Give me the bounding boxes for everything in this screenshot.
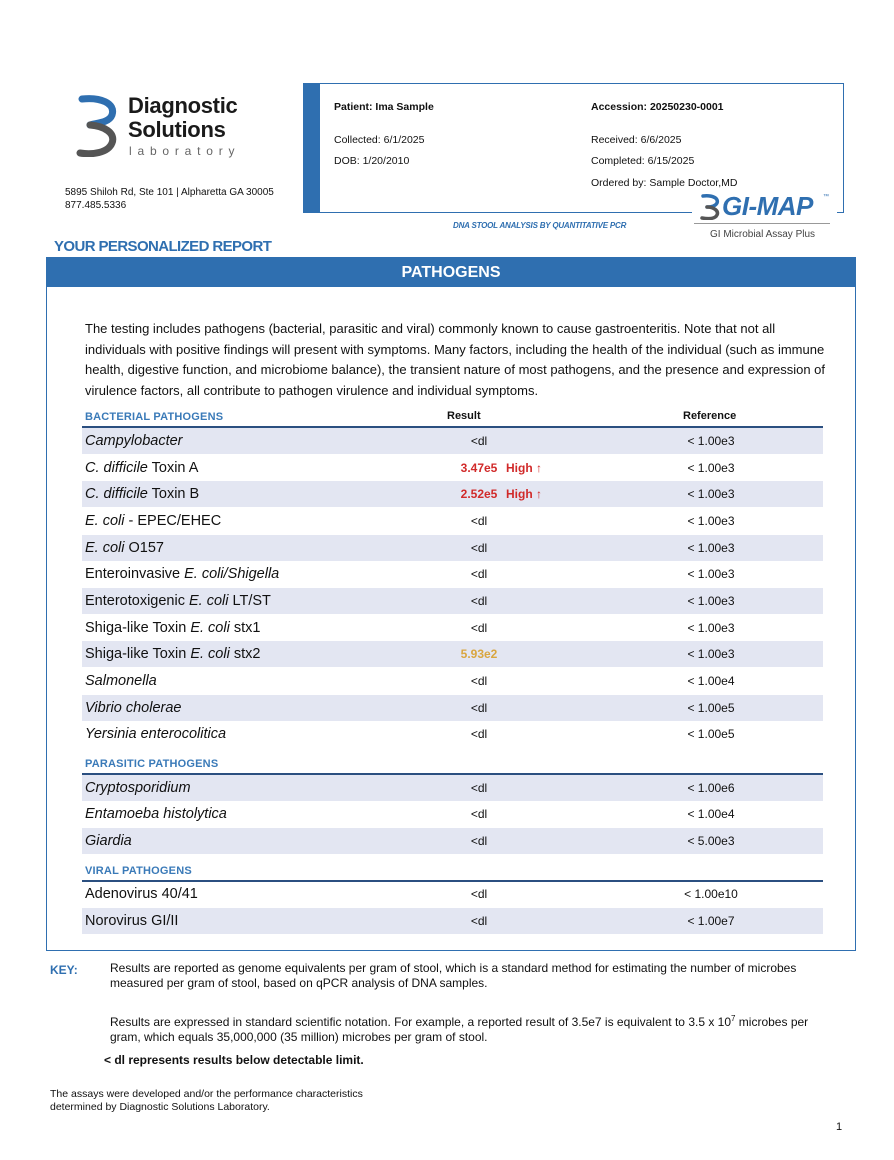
- panel-intro: The testing includes pathogens (bacterial, parasitic and viral) commonly known to cause gastroenteritis. Note that not all individuals with positive findings will present with symptoms. Many factors, including the health of the individual (such as immune health, digestive function, and microbiome balance), the transient nature of most pathogens, and the presence and expression of virulence factors, all contribute to pathogen virulence and individual symptoms.: [85, 321, 826, 398]
- reference-value: < 1.00e3: [687, 567, 735, 581]
- logo-name-line3: laboratory: [129, 144, 241, 158]
- lab-address: [65, 186, 274, 212]
- reference-value: < 1.00e7: [687, 914, 735, 928]
- key-paragraph-2: [110, 1011, 830, 1045]
- reference-value: < 1.00e3: [687, 621, 735, 635]
- dob: DOB: 1/20/2010: [334, 155, 410, 167]
- footer-line: The assays were developed and/or the performance characteristics: [50, 1088, 363, 1100]
- table-row: [82, 881, 823, 907]
- table-row: [82, 428, 823, 454]
- pathogen-genus: E. coli: [190, 620, 230, 636]
- gimap-divider: [694, 223, 830, 224]
- gimap-swirl-icon: [700, 194, 722, 220]
- pathogen-name: Cryptosporidium: [85, 780, 191, 796]
- table-row: [82, 908, 823, 934]
- high-flag: High ↑: [506, 487, 542, 501]
- logo-name-line2: Solutions: [128, 117, 226, 142]
- key-paragraph-2-start: Results are expressed in standard scientific notation. For example, a reported result of 3.5e7 is equivalent to 3.5 x 10: [110, 1015, 732, 1029]
- accession-number: Accession: 20250230-0001: [591, 101, 724, 113]
- reference-value: < 1.00e3: [687, 541, 735, 555]
- pathogen-genus: C. difficile: [85, 460, 148, 476]
- pathogen-name: E. coli O157: [85, 540, 164, 556]
- pathogen-name: Entamoeba histolytica: [85, 806, 227, 822]
- table-row: [82, 775, 823, 801]
- page-number: 1: [836, 1121, 843, 1133]
- pathogen-genus: E. coli/Shigella: [184, 566, 280, 582]
- pathogen-name: Campylobacter: [85, 433, 183, 449]
- pathogen-genus: E. coli: [85, 513, 125, 529]
- reference-value: < 1.00e3: [687, 461, 735, 475]
- result-value: <dl: [470, 621, 488, 635]
- reference-value: < 1.00e3: [687, 514, 735, 528]
- key-paragraph-1: Results are reported as genome equivalents per gram of stool, which is a standard method for estimating the number of microbes measured per gram of stool, based on qPCR analysis of DNA samples.: [110, 961, 797, 990]
- table-row: [82, 801, 823, 827]
- reference-value: < 1.00e3: [687, 487, 735, 501]
- result-value: <dl: [470, 807, 488, 821]
- table-row: [82, 455, 823, 481]
- pathogen-name: C. difficile Toxin A: [85, 460, 199, 476]
- result-value: <dl: [470, 834, 488, 848]
- phone-line: 877.485.5336: [65, 200, 127, 211]
- result-value: <dl: [470, 701, 488, 715]
- reference-value: < 1.00e4: [687, 674, 735, 688]
- table-row: [82, 561, 823, 587]
- high-flag: High ↑: [506, 461, 542, 475]
- table-row: [82, 535, 823, 561]
- pathogen-name: E. coli - EPEC/EHEC: [85, 513, 222, 529]
- reference-value: < 1.00e10: [684, 887, 738, 901]
- table-row: [82, 828, 823, 854]
- result-value: <dl: [470, 781, 488, 795]
- logo-name-line1: Diagnostic: [128, 93, 238, 118]
- result-value: <dl: [470, 567, 488, 581]
- key-label: KEY:: [50, 963, 78, 977]
- received-date: Received: 6/6/2025: [591, 134, 682, 146]
- result-value: <dl: [470, 887, 488, 901]
- gimap-subtitle: GI Microbial Assay Plus: [710, 229, 816, 240]
- pathogen-name: Adenovirus 40/41: [85, 886, 198, 902]
- table-row: [82, 641, 823, 667]
- pathogen-name: Shiga-like Toxin E. coli stx2: [85, 646, 261, 662]
- pathogen-genus: E. coli: [190, 646, 230, 662]
- result-value: <dl: [470, 541, 488, 555]
- exponent: 7: [731, 1014, 736, 1023]
- completed-date: Completed: 6/15/2025: [591, 155, 695, 167]
- reference-value: < 1.00e3: [687, 434, 735, 448]
- pathogen-genus: E. coli: [85, 540, 125, 556]
- reference-value: < 1.00e4: [687, 807, 735, 821]
- result-value: <dl: [470, 434, 488, 448]
- panel-title: PATHOGENS: [47, 258, 855, 287]
- detection-limit-note: < dl represents results below detectable limit.: [104, 1053, 364, 1067]
- pathogen-name: C. difficile Toxin B: [85, 486, 200, 502]
- gimap-name: GI-MAP: [722, 191, 813, 221]
- result-value: <dl: [470, 914, 488, 928]
- table-row: [82, 695, 823, 721]
- reference-value: < 1.00e3: [687, 594, 735, 608]
- result-value: <dl: [470, 514, 488, 528]
- footer-disclaimer: [50, 1088, 363, 1114]
- address-line: 5895 Shiloh Rd, Ste 101 | Alpharetta GA 30005: [65, 187, 274, 198]
- report-heading: YOUR PERSONALIZED REPORT: [54, 238, 272, 255]
- reference-column-header: Reference: [683, 410, 737, 422]
- pathogen-name: Salmonella: [85, 673, 157, 689]
- pathogen-genus: E. coli: [188, 593, 229, 609]
- pathogen-genus: C. difficile: [85, 486, 148, 502]
- result-column-header: Result: [447, 410, 481, 422]
- table-row: [82, 721, 823, 747]
- reference-value: < 1.00e5: [687, 727, 735, 741]
- gimap-logo: [692, 190, 837, 245]
- pathogen-name: Giardia: [85, 833, 132, 849]
- viral-section-label: VIRAL PATHOGENS: [85, 865, 192, 877]
- pathogen-name: Enteroinvasive E. coli/Shigella: [85, 566, 280, 582]
- table-row: [82, 668, 823, 694]
- table-row: [82, 615, 823, 641]
- reference-value: < 1.00e5: [687, 701, 735, 715]
- result-value: <dl: [470, 594, 488, 608]
- result-value: <dl: [470, 674, 488, 688]
- reference-value: < 1.00e3: [687, 647, 735, 661]
- pathogen-name: Enterotoxigenic E. coli LT/ST: [85, 593, 271, 609]
- table-row: [82, 481, 823, 507]
- gimap-trademark: ™: [823, 194, 829, 200]
- pathogen-name: Yersinia enterocolitica: [85, 726, 227, 742]
- patient-name: Patient: Ima Sample: [334, 101, 434, 113]
- key-paragraph-2-end: microbes per gram, which equals 35,000,000 (35 million) microbes per gram of stool.: [110, 1015, 809, 1044]
- reference-value: < 1.00e6: [687, 781, 735, 795]
- collected-date: Collected: 6/1/2025: [334, 134, 425, 146]
- table-row: [82, 588, 823, 614]
- parasitic-section-label: PARASITIC PATHOGENS: [85, 758, 219, 770]
- result-value: 5.93e2: [460, 647, 498, 661]
- assay-description: DNA STOOL ANALYSIS BY QUANTITATIVE PCR: [453, 221, 627, 230]
- pathogen-name: Norovirus GI/II: [85, 913, 179, 929]
- result-value: 3.47e5: [460, 461, 498, 475]
- result-value: 2.52e5: [460, 487, 498, 501]
- ds-swirl-logo-icon: [76, 95, 122, 157]
- reference-value: < 5.00e3: [687, 834, 735, 848]
- footer-line: determined by Diagnostic Solutions Laboratory.: [50, 1101, 270, 1113]
- company-logo: [76, 95, 306, 165]
- table-row: [82, 508, 823, 534]
- result-value: <dl: [470, 727, 488, 741]
- pathogen-name: Vibrio cholerae: [85, 700, 182, 716]
- bacterial-section-label: BACTERIAL PATHOGENS: [85, 411, 224, 423]
- pathogen-name: Shiga-like Toxin E. coli stx1: [85, 620, 261, 636]
- ordered-by: Ordered by: Sample Doctor,MD: [591, 177, 738, 189]
